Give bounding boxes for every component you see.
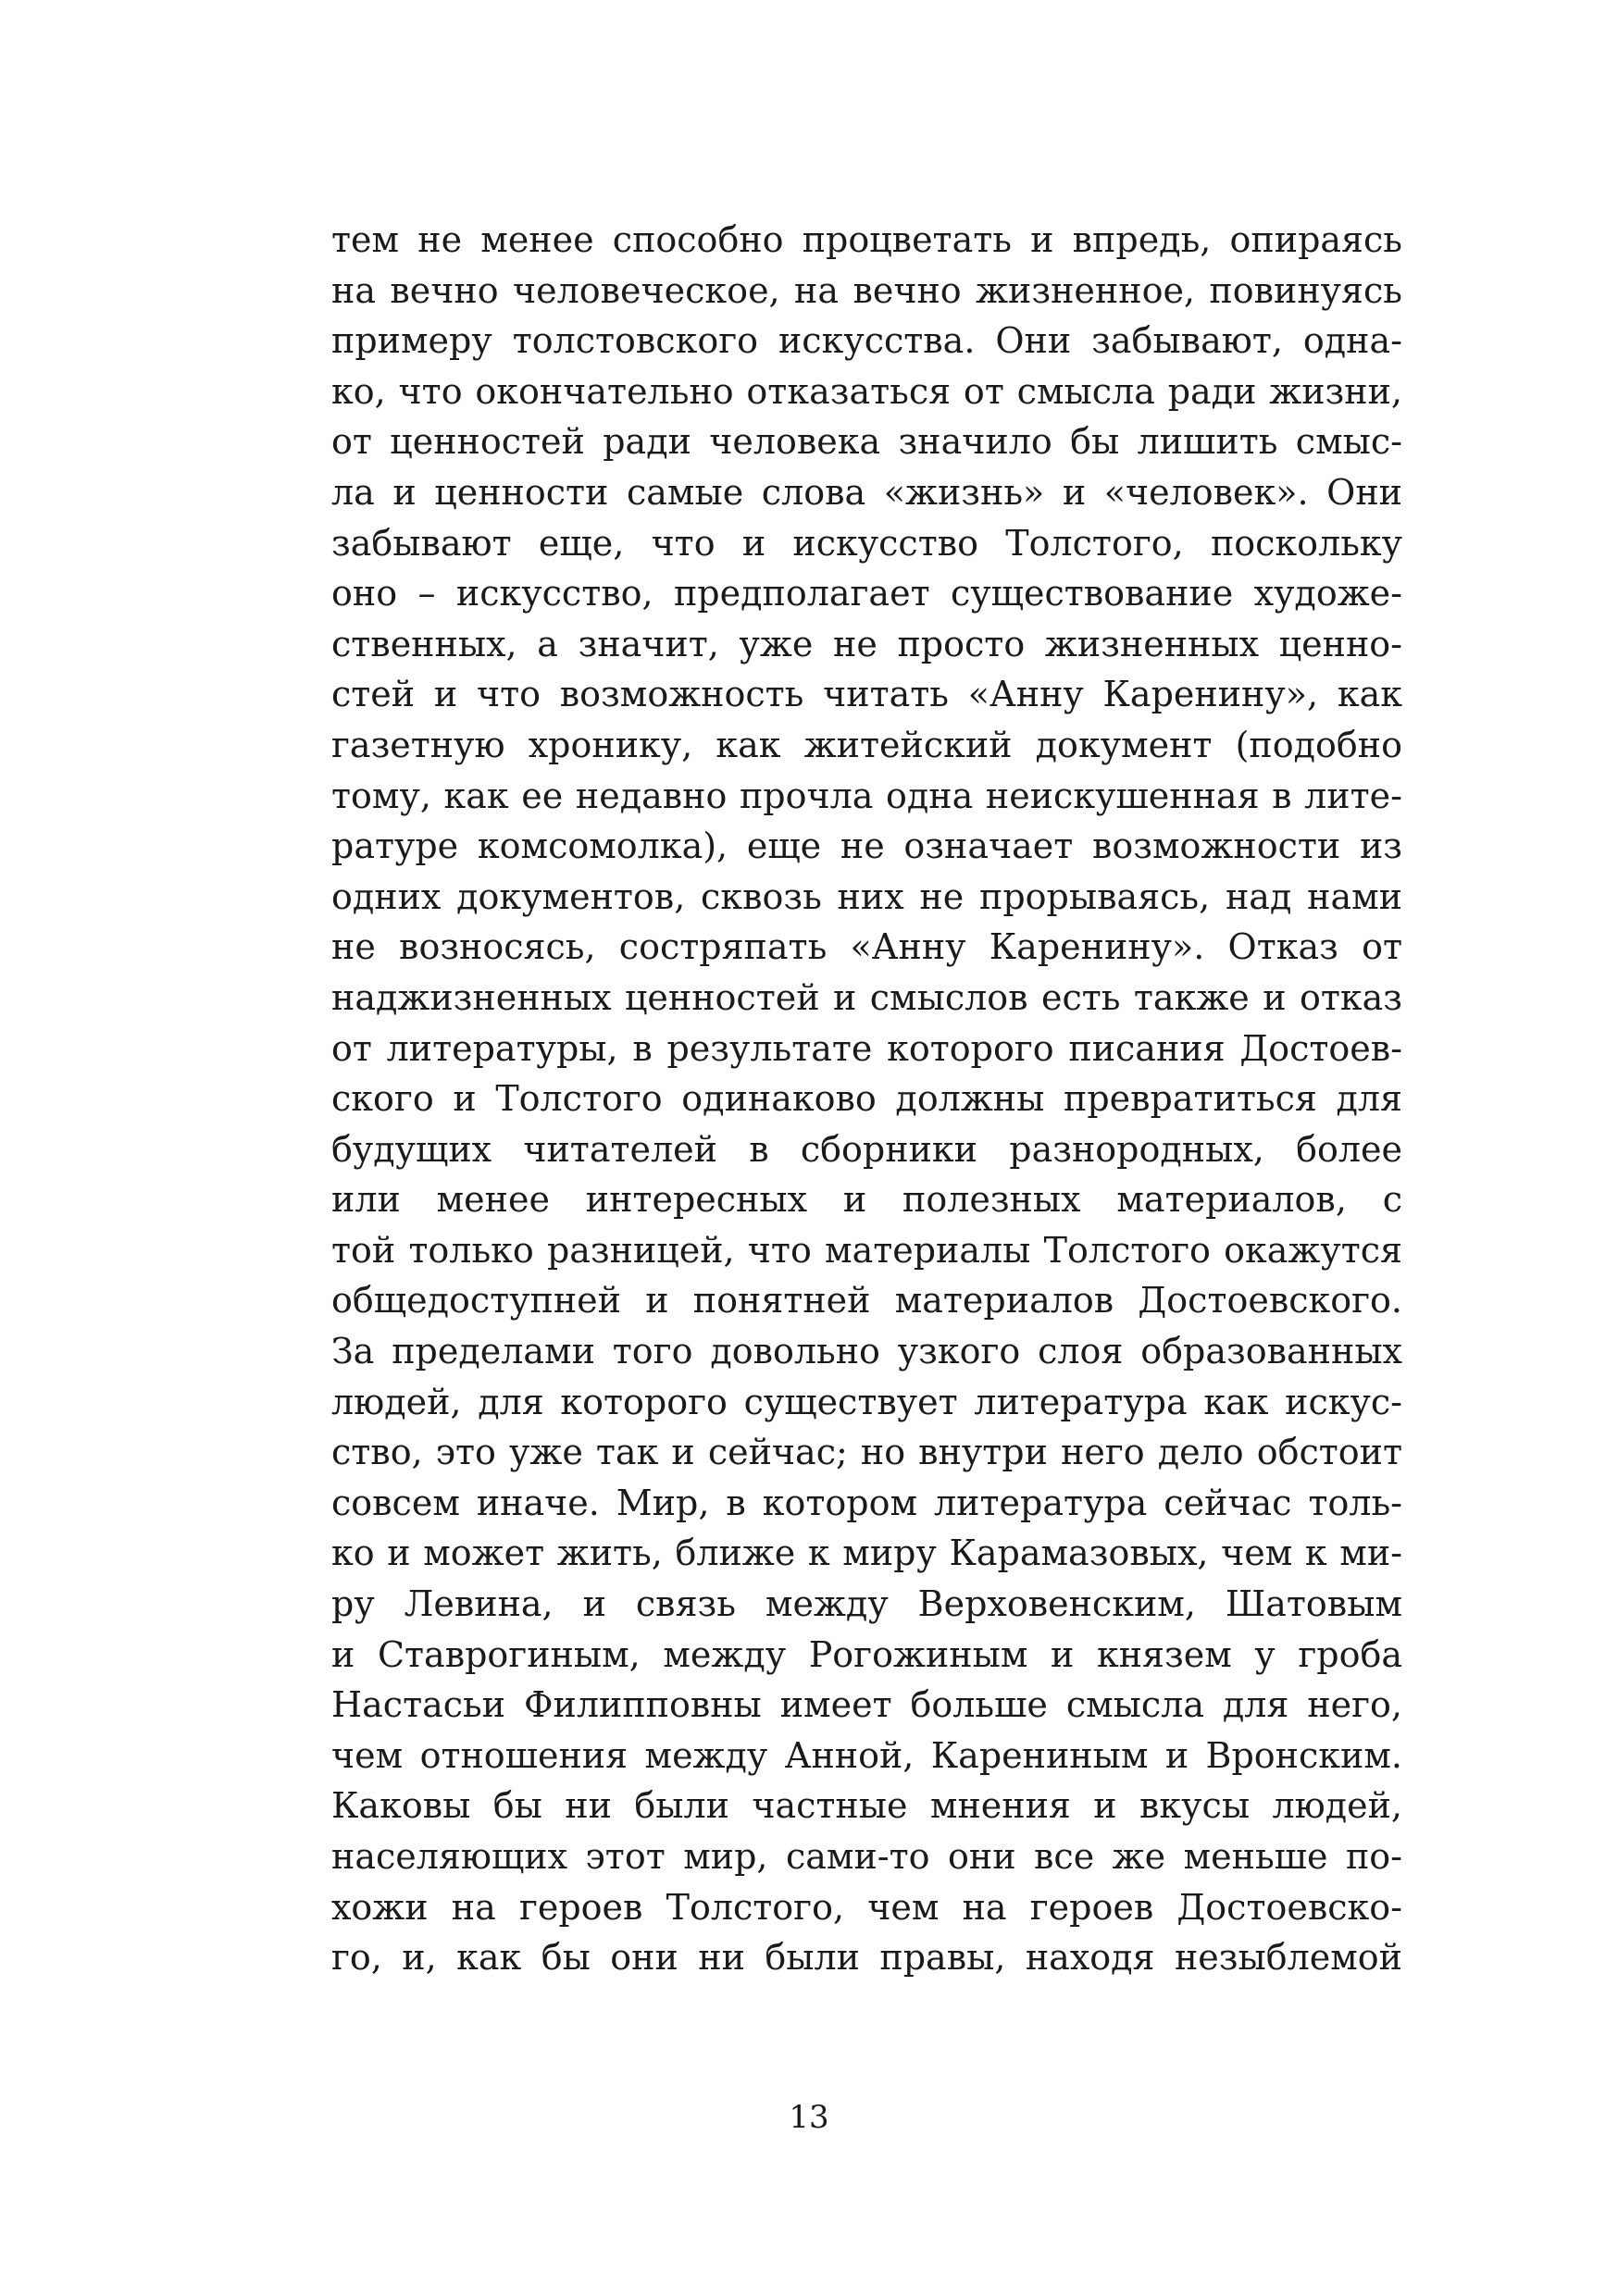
text-line: примеру толстовского искусства. Они забывают, одна- (331, 320, 1402, 362)
text-line: наджизненных ценностей и смыслов есть также и отказ (331, 976, 1402, 1018)
text-line: или менее интересных и полезных материалов, с (331, 1179, 1402, 1221)
text-line: хожи на героев Толстого, чем на героев Достоевско- (331, 1886, 1402, 1928)
text-line: общедоступней и понятней материалов Достоевского. (331, 1280, 1402, 1322)
text-line: не возносясь, состряпать «Анну Каренину». Отказ от (331, 926, 1402, 968)
text-line: забывают еще, что и искусство Толстого, поскольку (331, 522, 1402, 564)
text-line: тому, как ее недавно прочла одна неискушенная в лите- (331, 775, 1402, 816)
text-line: населяющих этот мир, сами-то они все же меньше по- (331, 1836, 1402, 1877)
text-line: ко, что окончательно отказаться от смысла ради жизни, (331, 370, 1402, 412)
text-line: совсем иначе. Мир, в котором литература сейчас толь- (331, 1482, 1402, 1523)
text-line: ство, это уже так и сейчас; но внутри него дело обстоит (331, 1432, 1402, 1473)
text-line: чем отношения между Анной, Карениным и Вронским. (331, 1734, 1402, 1776)
text-line: людей, для которого существует литература как искус- (331, 1381, 1402, 1422)
text-line: газетную хронику, как житейский документ (подобно (331, 724, 1402, 765)
text-line: За пределами того довольно узкого слоя образованных (331, 1331, 1402, 1372)
text-line: на вечно человеческое, на вечно жизненное, повинуясь (331, 269, 1402, 311)
text-line: ственных, а значит, уже не просто жизненных ценно- (331, 623, 1402, 664)
text-line: го, и, как бы они ни были правы, находя незыблемой (331, 1937, 1402, 1979)
text-line: ру Левина, и связь между Верховенским, Шатовым (331, 1583, 1402, 1625)
text-line: будущих читателей в сборники разнородных, более (331, 1128, 1402, 1170)
text-line: и Ставрогиным, между Рогожиным и князем у гроба (331, 1633, 1402, 1675)
text-line: тем не менее способно процветать и впредь, опираясь (331, 219, 1402, 260)
text-line: одних документов, сквозь них не прорываясь, над нами (331, 875, 1402, 917)
page-number: 13 (789, 2099, 829, 2136)
text-line: стей и что возможность читать «Анну Каренину», как (331, 674, 1402, 715)
text-line: той только разницей, что материалы Толстого окажутся (331, 1229, 1402, 1271)
text-line: ко и может жить, ближе к миру Карамазовых, чем к ми- (331, 1533, 1402, 1574)
text-line: Настасьи Филипповны имеет больше смысла для него, (331, 1684, 1402, 1726)
text-line: от ценностей ради человека значило бы лишить смыс- (331, 421, 1402, 463)
text-line: ского и Толстого одинаково должны превратиться для (331, 1078, 1402, 1120)
text-line: ратуре комсомолка), еще не означает возможности из (331, 825, 1402, 867)
text-line: ла и ценности самые слова «жизнь» и «человек». Они (331, 471, 1402, 513)
text-line: Каковы бы ни были частные мнения и вкусы людей, (331, 1785, 1402, 1827)
text-line: от литературы, в результате которого писания Достоев- (331, 1027, 1402, 1069)
body-text (331, 215, 1402, 1983)
text-line: оно – искусство, предполагает существование художе- (331, 573, 1402, 614)
